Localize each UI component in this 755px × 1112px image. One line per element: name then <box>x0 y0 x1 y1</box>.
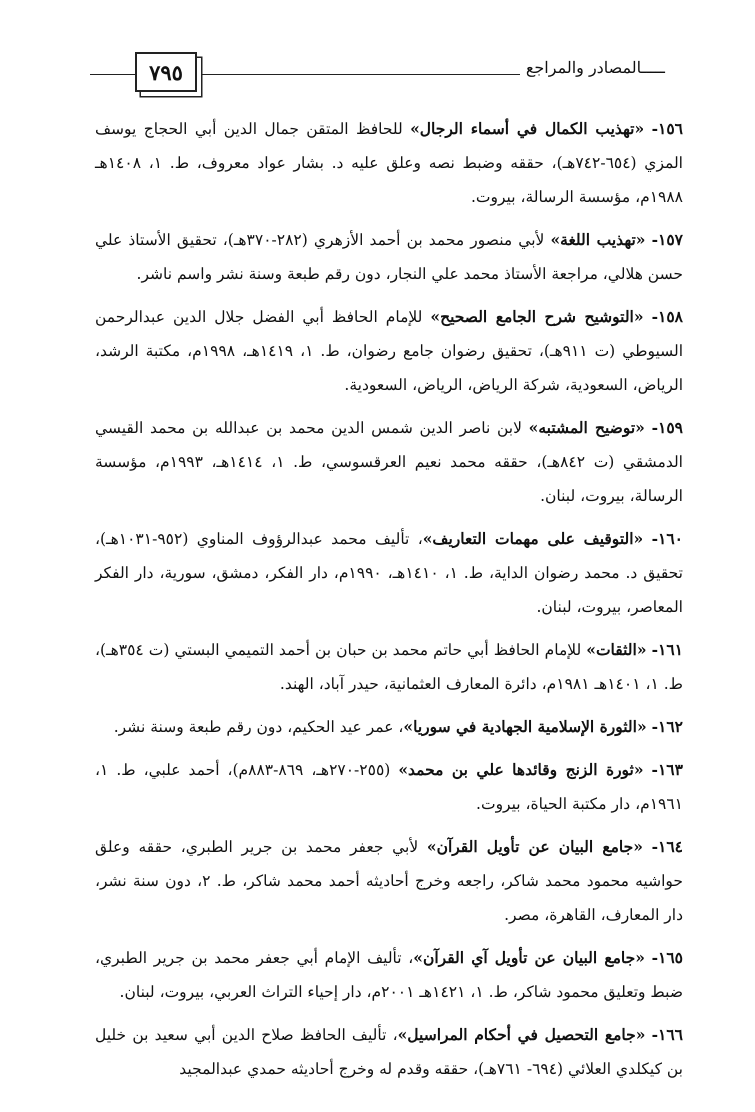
page-number: ٧٩٥ <box>135 52 197 92</box>
running-title: ـــــالمصادر والمراجع <box>520 58 665 77</box>
reference-entry <box>95 411 683 513</box>
entry-number: ١٦٠- <box>651 529 683 548</box>
entry-text: للإمام الحافظ أبي الفضل جلال الدين عبدالرحمن السيوطي (ت ٩١١هـ)، تحقيق رضوان جامع رضوان، ط. ١، ١٤١٩هـ، ١٩٩٨م، مكتبة الرشد، الرياض، السعودية، شركة الرياض، الرياض، السعودية. <box>95 308 683 394</box>
running-header <box>90 50 665 100</box>
entry-text: ، تأليف الإمام أبي جعفر محمد بن جرير الطبري، ضبط وتعليق محمود شاكر، ط. ١، ١٤٢١هـ ٢٠٠١م، دار إحياء التراث العربي، بيروت، لبنان. <box>95 949 683 1001</box>
entry-number: ١٥٧- <box>651 230 683 249</box>
reference-entry <box>95 710 683 744</box>
entry-number: ١٦١- <box>651 640 683 659</box>
entry-text: للحافظ المتقن جمال الدين أبي الحجاج يوسف المزي (٦٥٤-٧٤٢هـ)، حققه وضبط نصه وعلق عليه د. بشار عواد معروف، ط. ١، ١٤٠٨هـ ١٩٨٨م، مؤسسة الرسالة، بيروت. <box>95 120 683 206</box>
entry-title: «تهذيب الكمال في أسماء الرجال» <box>410 119 645 138</box>
entry-text: ، عمر عيد الحكيم، دون رقم طبعة وسنة نشر. <box>113 718 404 736</box>
entry-text: لأبي منصور محمد بن أحمد الأزهري (٢٨٢-٣٧٠هـ)، تحقيق الأستاذ علي حسن هلالي، مراجعة الأستاذ محمد علي النجار، دون رقم طبعة وسنة نشر واسم ناشر. <box>95 231 683 283</box>
entry-title: «توضيح المشتبه» <box>528 418 645 437</box>
entry-text: (٢٥٥-٢٧٠هـ، ٨٦٩-٨٨٣م)، أحمد علبي، ط. ١، ١٩٦١م، دار مكتبة الحياة، بيروت. <box>95 761 683 813</box>
reference-entry <box>95 1018 683 1086</box>
entry-number: ١٥٩- <box>651 418 683 437</box>
entry-title: «جامع التحصيل في أحكام المراسيل» <box>397 1025 646 1044</box>
entry-number: ١٦٣- <box>651 760 683 779</box>
entry-number: ١٦٥- <box>651 948 684 967</box>
entry-title: «جامع البيان عن تأويل القرآن» <box>426 837 643 856</box>
entry-title: «الثقات» <box>586 640 647 659</box>
entry-number: ١٥٦- <box>651 119 683 138</box>
reference-entry <box>95 830 683 932</box>
entry-title: «جامع البيان عن تأويل آي القرآن» <box>413 948 645 967</box>
entry-title: «تهذيب اللغة» <box>550 230 646 249</box>
entry-number: ١٦٢- <box>651 717 683 736</box>
entry-text: للإمام الحافظ أبي حاتم محمد بن حبان بن أحمد التميمي البستي (ت ٣٥٤هـ)، ط. ١، ١٤٠١هـ ١٩٨١م، دائرة المعارف العثمانية، حيدر آباد، الهند. <box>95 641 683 693</box>
reference-entry <box>95 522 683 624</box>
reference-entry <box>95 941 683 1009</box>
entry-text: لابن ناصر الدين شمس الدين محمد بن عبدالله بن محمد القيسي الدمشقي (ت ٨٤٢هـ)، حققه محمد نعيم العرقسوسي، ط. ١، ١٤١٤هـ، ١٩٩٣م، مؤسسة الرسالة، بيروت، لبنان. <box>95 419 683 505</box>
entry-title: «التوشيح شرح الجامع الصحيح» <box>430 307 644 326</box>
entry-text: ، تأليف الحافظ صلاح الدين أبي سعيد بن خليل بن كيكلدي العلائي (٦٩٤- ٧٦١هـ)، حققه وقدم له وخرج أحاديثه حمدي عبدالمجيد <box>95 1026 683 1078</box>
reference-entry <box>95 753 683 821</box>
entry-number: ١٦٤- <box>651 837 683 856</box>
entry-text: ، تأليف محمد عبدالرؤوف المناوي (٩٥٢-١٠٣١هـ)، تحقيق د. محمد رضوان الداية، ط. ١، ١٤١٠هـ، ١٩٩٠م، دار الفكر، دمشق، سورية، دار الفكر المعاصر، بيروت، لبنان. <box>95 530 683 616</box>
reference-entry <box>95 300 683 402</box>
references-list <box>95 112 683 1095</box>
entry-number: ١٥٨- <box>651 307 683 326</box>
entry-title: «ثورة الزنج وقائدها علي بن محمد» <box>398 760 644 779</box>
entry-text: لأبي جعفر محمد بن جرير الطبري، حققه وعلق حواشيه محمود محمد شاكر، راجعه وخرج أحاديثه أحمد محمد شاكر، ط. ٢، دون سنة نشر، دار المعارف، القاهرة، مصر. <box>95 838 683 924</box>
reference-entry <box>95 112 683 214</box>
entry-title: «التوقيف على مهمات التعاريف» <box>422 529 644 548</box>
reference-entry <box>95 633 683 701</box>
entry-title: «الثورة الإسلامية الجهادية في سوريا» <box>403 717 647 736</box>
entry-number: ١٦٦- <box>651 1025 683 1044</box>
reference-entry <box>95 223 683 291</box>
